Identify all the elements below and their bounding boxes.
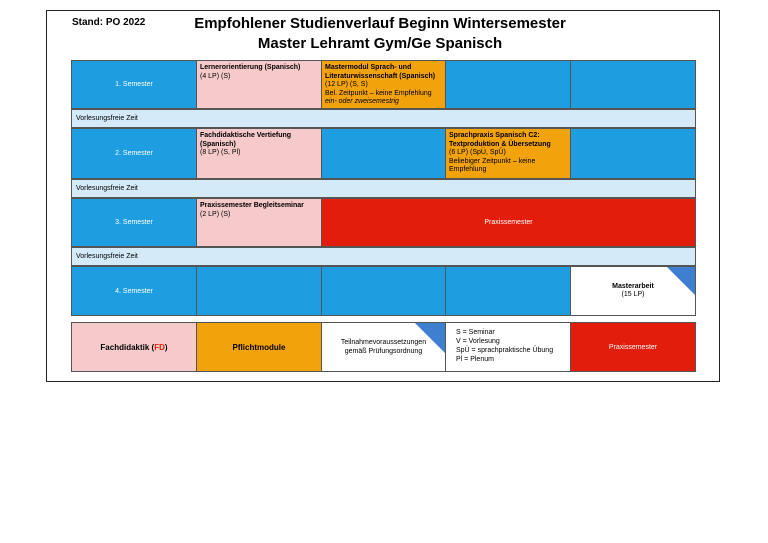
module-masterarbeit — [570, 266, 696, 316]
module-praxissemester-begleitseminar — [196, 198, 322, 247]
module-details: (2 LP) (S) — [200, 210, 231, 218]
prerequisite-indicator-icon — [667, 267, 695, 295]
version-label: Stand: PO 2022 — [72, 17, 146, 28]
empty-cell — [321, 128, 446, 179]
module-title: Praxissemester Begleitseminar — [200, 202, 304, 209]
empty-cell — [570, 128, 696, 179]
module-details: (6 LP) (SpÜ, SpÜ) — [449, 149, 506, 156]
module-title: Fachdidaktische Vertiefung (Spanisch) — [200, 132, 292, 148]
legend-fachdidaktik-label — [100, 343, 167, 352]
prerequisite-indicator-icon — [415, 323, 445, 353]
break-label: Vorlesungsfreie Zeit — [76, 115, 138, 122]
semester-4-text: 4. Semester — [115, 287, 153, 295]
semester-1-text: 1. Semester — [115, 81, 153, 88]
semester-4-label — [71, 266, 197, 316]
module-title: Masterarbeit — [612, 282, 654, 290]
module-praxissemester — [321, 198, 696, 247]
semester-3-text: 3. Semester — [115, 219, 153, 226]
legend-fd-prefix: Fachdidaktik ( — [100, 342, 155, 352]
legend-pflichtmodule-label: Pflichtmodule — [232, 342, 286, 352]
module-fachdidaktische-vertiefung — [196, 128, 322, 179]
legend-teilnahme-line1: Teilnahmevoraussetzungen — [340, 339, 427, 346]
legend-pflichtmodule — [196, 322, 322, 372]
module-note: Beliebiger Zeitpunkt – keine Empfehlung — [449, 157, 536, 173]
empty-cell — [321, 266, 446, 316]
legend-teilnahme-line2: gemäß Prüfungsordnung — [344, 348, 423, 355]
semester-1-label — [71, 60, 197, 109]
module-details: (12 LP) (S, S) — [325, 81, 368, 88]
module-note-italic: ein- oder zweisemestrig — [325, 98, 399, 105]
module-title: Lernerorientierung (Spanisch) — [200, 64, 301, 71]
legend-fachdidaktik — [71, 322, 197, 372]
legend-fd-suffix: ) — [164, 342, 168, 352]
break-row-3 — [71, 247, 696, 266]
semester-2-label — [71, 128, 197, 179]
semester-3-label — [71, 198, 197, 247]
legend-abbr-vorlesung: V = Vorlesung — [456, 338, 500, 345]
module-details: (15 LP) — [621, 291, 645, 298]
break-label: Vorlesungsfreie Zeit — [76, 185, 138, 192]
module-title: Sprachpraxis Spanisch C2: Textproduktion & Übersetzung — [449, 132, 551, 148]
page-title: Empfohlener Studienverlauf Beginn Wintersemester — [194, 15, 566, 32]
empty-cell — [570, 60, 696, 109]
page-subtitle: Master Lehramt Gym/Ge Spanisch — [257, 35, 503, 52]
module-details: (8 LP) (S, Pl) — [200, 149, 241, 156]
module-note: Bel. Zeitpunkt – keine Empfehlung — [325, 89, 432, 97]
legend-praxissemester — [570, 322, 696, 372]
module-mastermodul — [321, 60, 446, 109]
empty-cell — [196, 266, 322, 316]
legend-fd-abbr: FD — [154, 342, 165, 352]
legend-abbr-seminar: S = Seminar — [456, 329, 495, 336]
legend-teilnahmevoraussetzungen — [321, 322, 446, 372]
legend-abbreviations — [445, 322, 571, 372]
break-label: Vorlesungsfreie Zeit — [76, 253, 138, 260]
legend-praxissemester-label: Praxissemester — [608, 343, 658, 351]
break-row-1 — [71, 109, 696, 128]
empty-cell — [445, 60, 571, 109]
praxissemester-label: Praxissemester — [484, 219, 533, 226]
legend-abbr-plenum: Pl = Plenum — [456, 356, 494, 363]
module-sprachpraxis — [445, 128, 571, 179]
break-row-2 — [71, 179, 696, 198]
empty-cell — [445, 266, 571, 316]
module-title: Mastermodul Sprach- und Literaturwissenschaft (Spanisch) — [325, 64, 436, 80]
module-lernerorientierung — [196, 60, 322, 109]
legend-abbr-spue: SpÜ = sprachpraktische Übung — [456, 347, 554, 354]
semester-2-text: 2. Semester — [115, 150, 153, 157]
module-details: (4 LP) (S) — [200, 72, 231, 80]
